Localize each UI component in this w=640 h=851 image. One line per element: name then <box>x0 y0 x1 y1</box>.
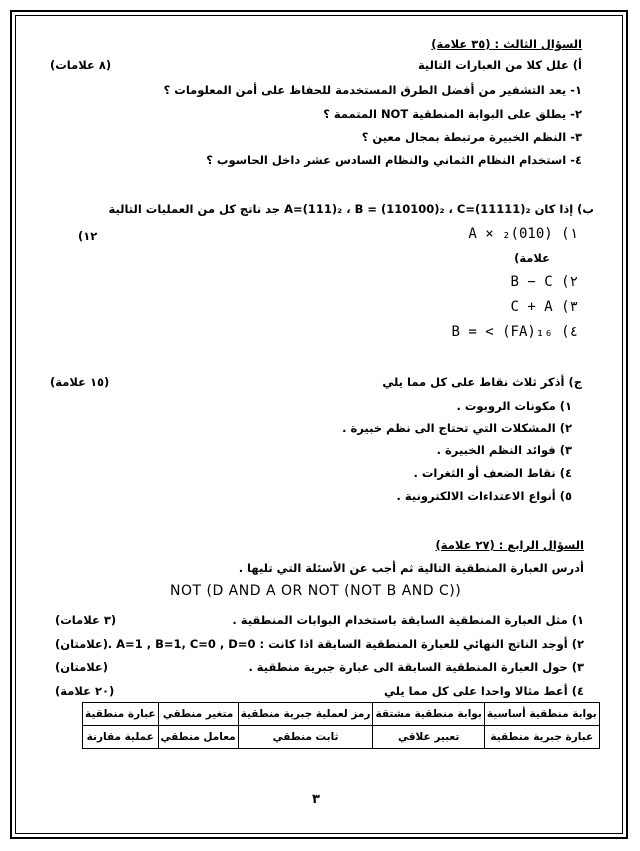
table-cell: عملية مقارنة <box>83 726 159 749</box>
q4-item-1: ١) مثل العبارة المنطقية السابقة باستخدام البوابات المنطقية . <box>232 613 584 627</box>
q3-b-item-2: ٢) B − C <box>510 274 578 290</box>
q3-c-item-3: ٣) فوائد النظم الخبيرة . <box>436 443 572 457</box>
q3-c-item-4: ٤) نقاط الضعف أو الثغرات . <box>413 466 572 480</box>
q3-c-item-2: ٢) المشكلات التي تحتاج الى نظم خبيرة . <box>342 421 572 435</box>
q4-logic-expression: NOT (D AND A OR NOT (NOT B AND C)) <box>170 583 462 599</box>
q4-item-2: ٢) أوجد الناتج النهائي للعبارة المنطقية السابقة اذا كانت : A=1 , B=1, C=0 , D=0 . <box>107 637 584 651</box>
q3-a-item-1: ١- يعد التشفير من أفضل الطرق المستخدمة للحفاظ على أمن المعلومات ؟ <box>163 83 582 97</box>
q3-c-item-1: ١) مكونات الروبوت . <box>456 399 572 413</box>
table-cell: متغير منطقي <box>158 703 238 726</box>
q3-a-item-4: ٤- استخدام النظام الثماني والنظام السادس عشر داخل الحاسوب ؟ <box>206 153 582 167</box>
table-cell: عبارة منطقية <box>83 703 159 726</box>
table-cell: بوابة منطقية مشتقة <box>373 703 484 726</box>
q3-b-marks: ١٢) <box>78 229 98 243</box>
table-cell: بوابة منطقية أساسية <box>484 703 599 726</box>
q3-a-marks: (٨ علامات) <box>50 58 112 72</box>
table-cell: تعبير علاقي <box>373 726 484 749</box>
q4-item-4-marks: (٢٠ علامة) <box>55 684 115 698</box>
table-cell: رمز لعملية جبرية منطقية <box>238 703 373 726</box>
q4-intro: أدرس العبارة المنطقية التالية ثم أجب عن الأسئلة التي تليها . <box>238 561 584 575</box>
table-cell: ثابت منطقي <box>238 726 373 749</box>
q3-a-item-2: ٢- يطلق على البوابة المنطقية NOT المتممة ؟ <box>323 107 582 121</box>
q3-heading: السؤال الثالث : (٣٥ علامة) <box>431 37 582 51</box>
q3-c-item-5: ٥) أنواع الاعتداءات الالكترونية . <box>396 489 572 503</box>
q3-b-item-1: ١) (010)₂ × A <box>468 226 578 242</box>
q3-b-intro: ب) إذا كان A=(111)₂ ، B = (110100)₂ ، C=(11111)₂ جد ناتج كل من العمليات التالية <box>108 202 594 216</box>
q3-a-item-3: ٣- النظم الخبيرة مرتبطة بمجال معين ؟ <box>361 130 582 144</box>
table-row <box>83 726 600 749</box>
examples-table <box>82 702 600 749</box>
page-number: ٣ <box>312 792 320 807</box>
q3-c-title: ج) أذكر ثلاث نقاط على كل مما يلي <box>382 375 582 389</box>
q4-item-4: ٤) أعط مثالا واحدا على كل مما يلي <box>383 684 584 698</box>
q4-heading: السؤال الرابع : (٢٧ علامة) <box>435 538 584 552</box>
q3-b-item-3: ٣) C + A <box>510 299 578 315</box>
q3-a-title: أ) علل كلا من العبارات التالية <box>417 58 582 72</box>
q3-c-marks: (١٥ علامة) <box>50 375 110 389</box>
table-cell: عبارة جبرية منطقية <box>484 726 599 749</box>
q4-item-1-marks: (٣ علامات) <box>55 613 117 627</box>
q4-item-3-marks: (علامتان) <box>55 660 109 674</box>
table-row <box>83 703 600 726</box>
q4-item-2-marks: (علامتان) <box>55 637 109 651</box>
q4-item-3: ٣) حول العبارة المنطقية السابقة الى عبارة جبرية منطقية . <box>248 660 584 674</box>
q3-b-item-4: ٤) B = < (FA)₁₆ <box>451 324 578 340</box>
table-cell: معامل منطقي <box>158 726 238 749</box>
q3-b-marks-word: علامة) <box>514 251 550 265</box>
